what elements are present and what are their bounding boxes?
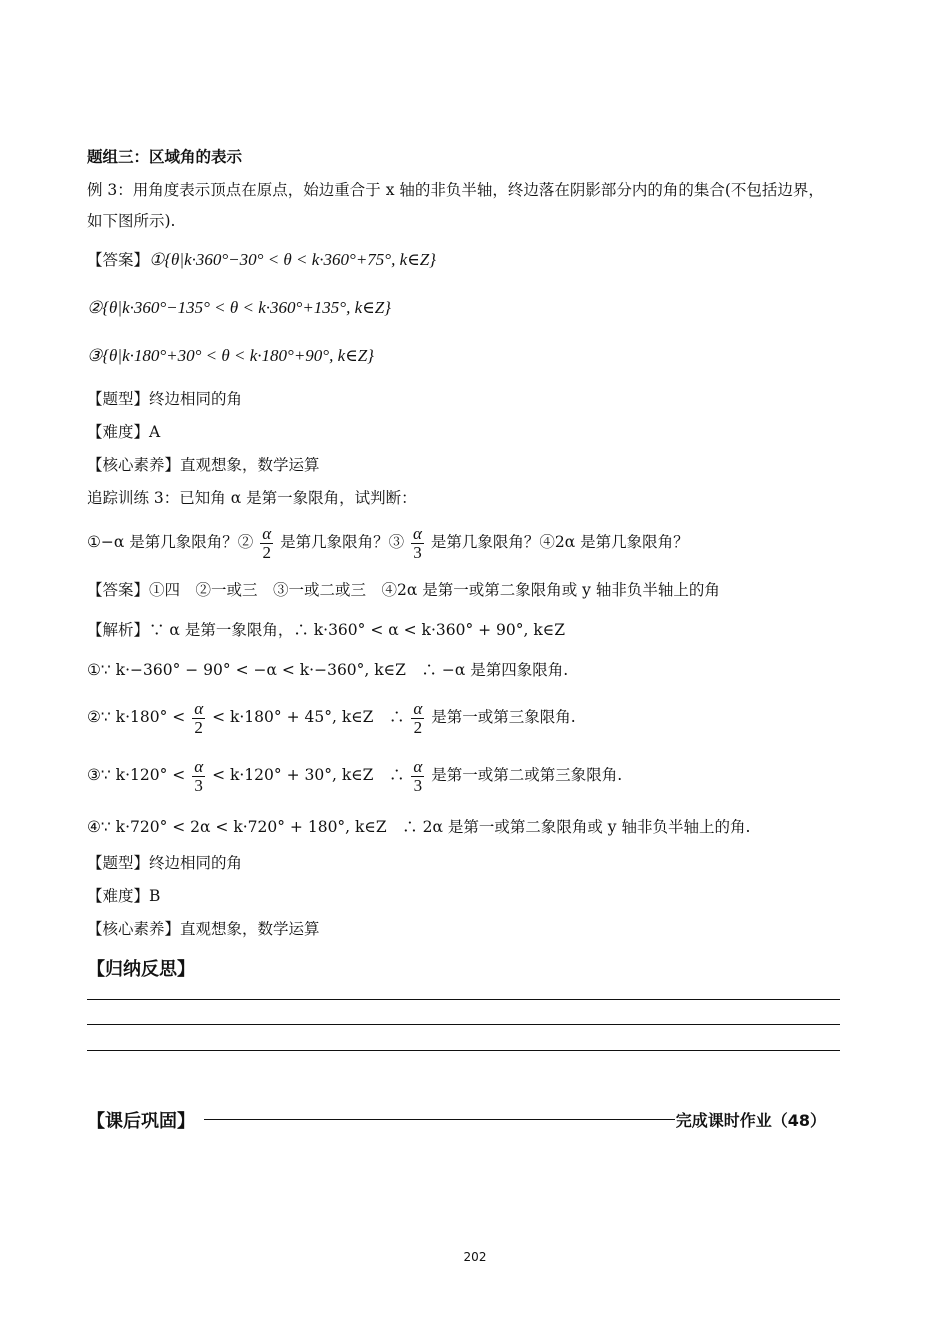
analysis-line-0: 【解析】∵ α 是第一象限角，∴ k·360° < α < k·360° + 90°, k∈Z <box>87 621 566 639</box>
example-text-line-2: 如下图所示). <box>87 212 176 230</box>
fraction-denominator: 2 <box>194 717 203 737</box>
practice-q-part-a: ①−α 是第几象限角？② <box>87 533 254 551</box>
answer-set-1: ①{θ|k·360°−30° < θ < k·360°+75°, k∈Z} <box>149 250 436 269</box>
fraction-denominator: 2 <box>262 542 271 562</box>
core-literacy-1: 【核心素养】直观想象，数学运算 <box>87 456 320 474</box>
core-literacy-2: 【核心素养】直观想象，数学运算 <box>87 920 320 938</box>
analysis-line-3-c: 是第一或第二或第三象限角. <box>431 766 623 784</box>
analysis-line-3-b: < k·120° + 30°, k∈Z ∴ <box>212 766 405 784</box>
fraction-alpha-over-3 <box>411 525 424 562</box>
analysis-line-3-a: ③∵ k·120° < <box>87 766 186 784</box>
answer-2: 【答案】①四 ②一或三 ③一或二或三 ④2α 是第一或第二象限角或 y 轴非负半轴上的角 <box>87 581 720 599</box>
fraction-alpha-over-2 <box>260 525 273 562</box>
reflection-heading: 【归纳反思】 <box>87 959 195 980</box>
answer-1 <box>87 250 436 270</box>
footer-divider <box>204 1119 675 1120</box>
page-number: 202 <box>463 1250 487 1264</box>
writing-line <box>87 1050 840 1051</box>
difficulty-2: 【难度】B <box>87 887 161 905</box>
fraction-numerator: α <box>262 523 272 543</box>
homework-footer <box>87 1107 840 1132</box>
fraction-numerator: α <box>194 698 204 718</box>
footer-right-label: 完成课时作业（48） <box>675 1111 826 1130</box>
answer-set-3-text: ③{θ|k·180°+30° < θ < k·180°+90°, k∈Z} <box>87 346 374 365</box>
analysis-line-4: ④∵ k·720° < 2α < k·720° + 180°, k∈Z ∴ 2α 是第一或第二象限角或 y 轴非负半轴上的角. <box>87 818 751 836</box>
question-type-2: 【题型】终边相同的角 <box>87 854 243 872</box>
practice-intro: 追踪训练 3：已知角 α 是第一象限角，试判断： <box>87 489 417 507</box>
fraction-numerator: α <box>413 523 422 543</box>
fraction-alpha-over-3 <box>192 758 205 795</box>
answer-label: 【答案】 <box>87 251 150 269</box>
fraction-denominator: 2 <box>413 717 423 737</box>
analysis-line-2-a: ②∵ k·180° < <box>87 708 186 726</box>
fraction-denominator: 3 <box>413 542 422 562</box>
answer-set-2 <box>87 298 391 318</box>
writing-line <box>87 999 840 1000</box>
answer-set-2-text: ②{θ|k·360°−135° < θ < k·360°+135°, k∈Z} <box>87 298 391 317</box>
section-title: 题组三：区域角的表示 <box>87 147 243 166</box>
writing-line <box>87 1024 840 1025</box>
analysis-line-2-b: < k·180° + 45°, k∈Z ∴ <box>212 708 405 726</box>
question-type-1: 【题型】终边相同的角 <box>87 390 243 408</box>
footer-left-label: 【课后巩固】 <box>87 1111 195 1132</box>
fraction-denominator: 3 <box>194 775 203 795</box>
analysis-line-3 <box>87 755 622 795</box>
practice-q-part-c: 是第几象限角？④2α 是第几象限角？ <box>430 533 689 551</box>
fraction-alpha-over-2 <box>192 700 205 737</box>
practice-questions <box>87 523 689 562</box>
fraction-numerator: α <box>413 756 423 776</box>
analysis-line-2-c: 是第一或第三象限角. <box>431 708 576 726</box>
analysis-line-2 <box>87 697 576 737</box>
practice-q-part-b: 是第几象限角？③ <box>280 533 405 551</box>
fraction-numerator: α <box>194 756 204 776</box>
fraction-alpha-over-3 <box>411 758 424 795</box>
answer-set-3 <box>87 346 374 366</box>
analysis-line-1: ①∵ k·−360° − 90° < −α < k·−360°, k∈Z ∴ −α 是第四象限角. <box>87 661 569 679</box>
example-text-line-1: 例 3：用角度表示顶点在原点，始边重合于 x 轴的非负半轴，终边落在阴影部分内的角的集合(不包括边界， <box>87 181 824 199</box>
fraction-denominator: 3 <box>413 775 423 795</box>
difficulty-1: 【难度】A <box>87 423 161 441</box>
fraction-numerator: α <box>413 698 423 718</box>
fraction-alpha-over-2 <box>411 700 424 737</box>
